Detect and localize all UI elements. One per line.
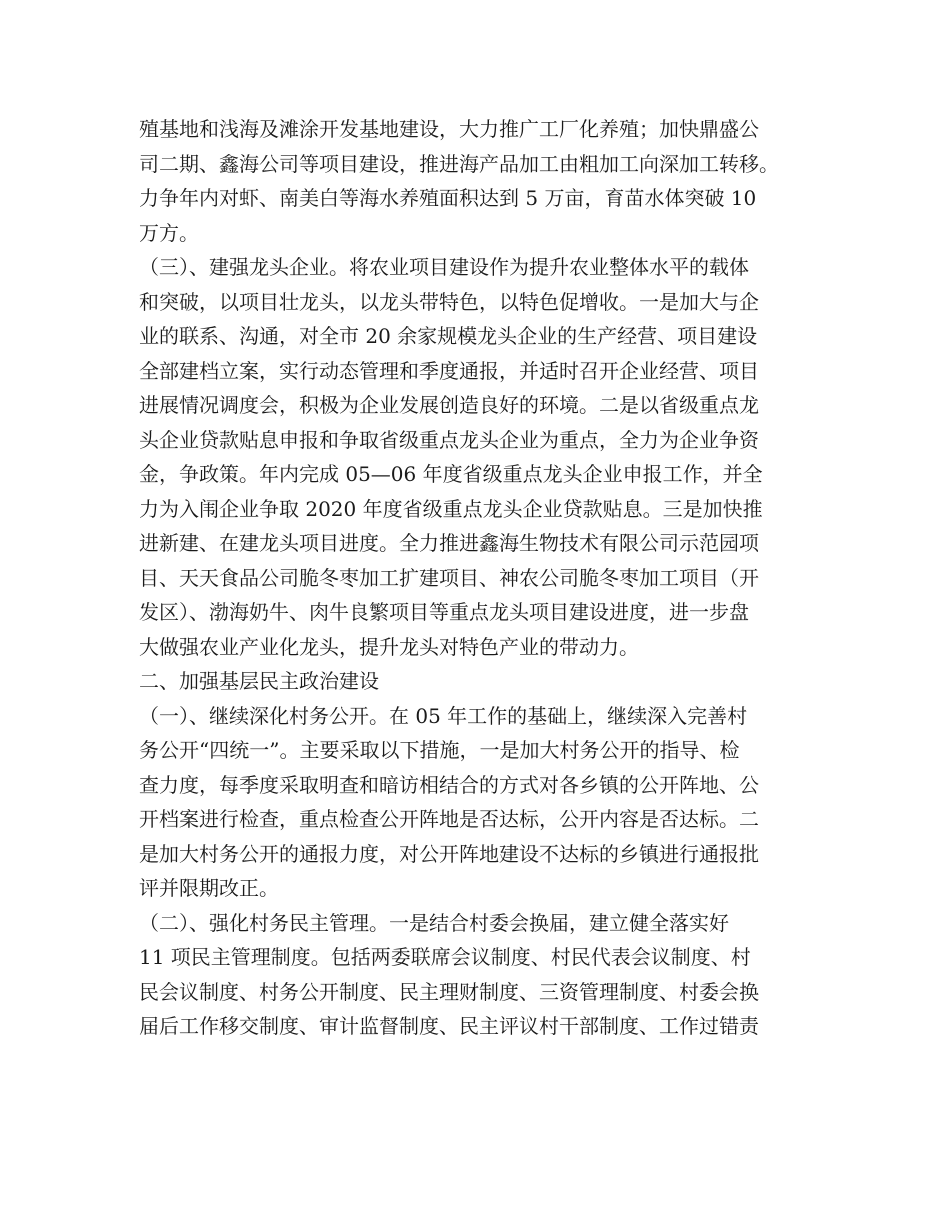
- text-line: 万方。: [139, 220, 199, 245]
- text-line: 是加大村务公开的通报力度，对公开阵地建设不达标的乡镇进行通报批: [139, 841, 759, 866]
- text-line: 全部建档立案，实行动态管理和季度通报，并适时召开企业经营、项目: [139, 358, 759, 383]
- text-line: 11 项民主管理制度。包括两委联席会议制度、村民代表会议制度、村: [139, 945, 751, 969]
- body-text: [139, 112, 829, 1044]
- text-line: 进展情况调度会，积极为企业发展创造良好的环境。二是以省级重点龙: [139, 393, 759, 417]
- text-line: 务公开“四统一”。主要采取以下措施，一是加大村务公开的指导、检: [139, 738, 740, 762]
- text-line: 金，争政策。年内完成 05—06 年度省级重点龙头企业申报工作，并全: [139, 462, 763, 486]
- text-line: 进新建、在建龙头项目进度。全力推进鑫海生物技术有限公司示范园项: [139, 531, 759, 555]
- text-line: （三）、建强龙头企业。将农业项目建设作为提升农业整体水平的载体: [139, 255, 749, 279]
- text-line: 民会议制度、村务公开制度、民主理财制度、三资管理制度、村委会换: [139, 979, 759, 1004]
- text-line: 届后工作移交制度、审计监督制度、民主评议村干部制度、工作过错责: [139, 1014, 759, 1038]
- text-line: 头企业贷款贴息申报和争取省级重点龙头企业为重点，全力为企业争资: [139, 427, 759, 452]
- text-line: 查力度，每季度采取明查和暗访相结合的方式对各乡镇的公开阵地、公: [139, 772, 759, 797]
- text-line: 大做强农业产业化龙头，提升龙头对特色产业的带动力。: [139, 634, 639, 659]
- text-line: 业的联系、沟通，对全市 20 余家规模龙头企业的生产经营、项目建设: [139, 324, 758, 348]
- text-line: （二）、强化村务民主管理。一是结合村委会换届，建立健全落实好: [139, 910, 729, 935]
- text-line: 二、加强基层民主政治建设: [139, 669, 379, 693]
- text-line: 评并限期改正。: [139, 876, 279, 900]
- text-line: 司二期、鑫海公司等项目建设，推进海产品加工由粗加工向深加工转移。: [139, 151, 779, 176]
- text-line: 和突破，以项目壮龙头，以龙头带特色，以特色促增收。一是加大与企: [139, 289, 759, 314]
- text-line: 开档案进行检查，重点检查公开阵地是否达标，公开内容是否达标。二: [139, 807, 759, 831]
- text-line: 力争年内对虾、南美白等海水养殖面积达到 5 万亩，育苗水体突破 10: [139, 186, 757, 210]
- text-line: 发区）、渤海奶牛、肉牛良繁项目等重点龙头项目建设进度，进一步盘: [139, 600, 749, 624]
- text-line: 殖基地和浅海及滩涂开发基地建设，大力推广工厂化养殖；加快鼎盛公: [139, 117, 759, 141]
- text-line: 力为入闱企业争取 2020 年度省级重点龙头企业贷款贴息。三是加快推: [139, 496, 763, 521]
- text-line: 目、天天食品公司脆冬枣加工扩建项目、神农公司脆冬枣加工项目（开: [139, 565, 759, 590]
- text-line: （一）、继续深化村务公开。在 05 年工作的基础上，继续深入完善村: [139, 703, 748, 728]
